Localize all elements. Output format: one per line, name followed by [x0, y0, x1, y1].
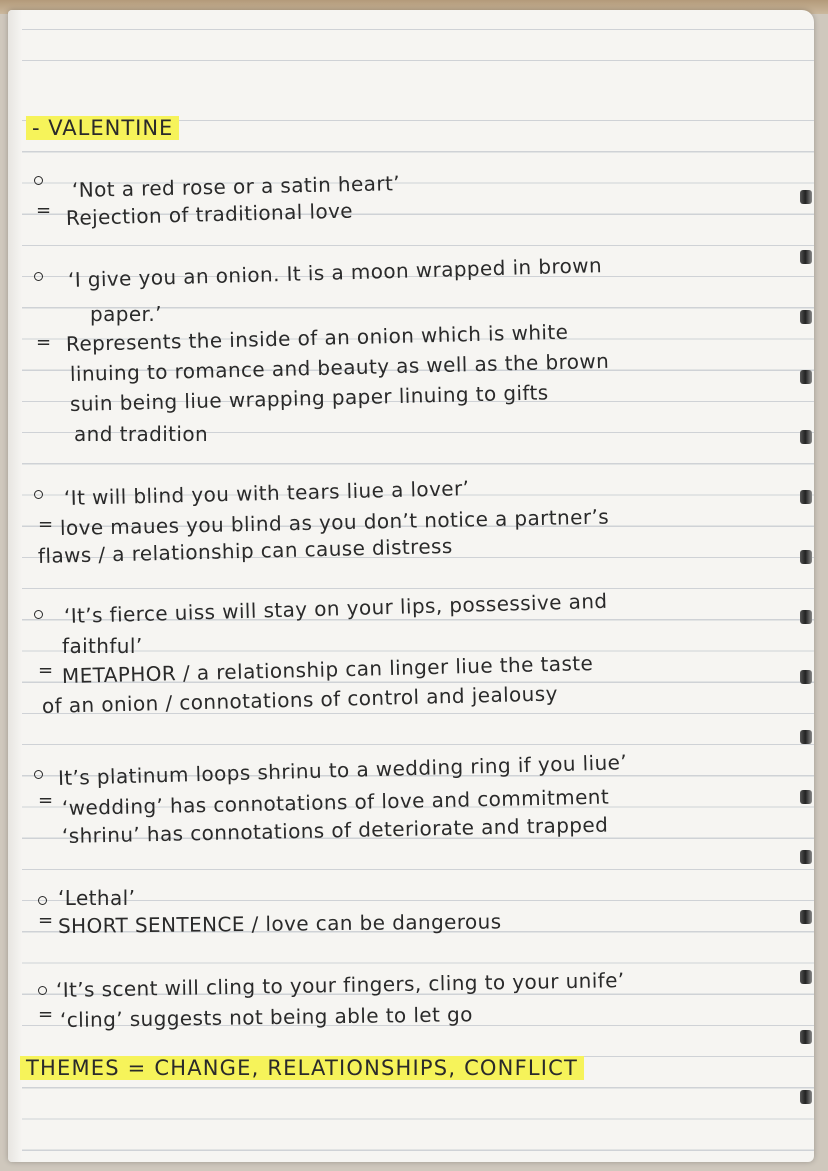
analysis-line: ‘wedding’ has connotations of love and commitment	[61, 784, 610, 820]
quote-line: ‘It’s fierce uiss will stay on your lips, possessive and	[63, 588, 608, 628]
bullet-icon	[34, 610, 43, 619]
analysis-line: love maues you blind as you don’t notice a partner’s	[59, 504, 610, 540]
equals-icon: =	[38, 910, 54, 931]
analysis-line: Rejection of traditional love	[65, 198, 354, 230]
handwritten-notes	[8, 10, 814, 1162]
bullet-icon	[38, 986, 47, 995]
quote-line: It’s platinum loops shrinu to a wedding ring if you liue’	[57, 750, 628, 790]
quote-line: ‘I give you an onion. It is a moon wrapped in brown	[67, 253, 603, 292]
analysis-line: linuing to romance and beauty as well as the brown	[69, 348, 610, 386]
bullet-icon	[34, 176, 43, 185]
bullet-icon	[34, 770, 43, 779]
analysis-line: of an onion / connotations of control and jealousy	[41, 681, 559, 718]
equals-icon: =	[38, 790, 54, 811]
bullet-icon	[34, 272, 43, 281]
equals-icon: =	[36, 332, 52, 353]
analysis-line: SHORT SENTENCE / love can be dangerous	[57, 909, 502, 938]
bullet-icon	[34, 490, 43, 499]
quote-line: ‘Lethal’	[58, 886, 136, 910]
quote-line: ‘It will blind you with tears liue a lover’	[63, 476, 470, 510]
notebook-page	[8, 10, 814, 1162]
quote-line: ‘Not a red rose or a satin heart’	[71, 171, 401, 202]
themes-summary: THEMES = CHANGE, RELATIONSHIPS, CONFLICT	[20, 1056, 584, 1080]
page-title: - VALENTINE	[26, 116, 179, 140]
bullet-icon	[38, 896, 47, 905]
analysis-line: and tradition	[74, 422, 209, 446]
analysis-line: ‘cling’ suggests not being able to let go	[59, 1002, 473, 1032]
equals-icon: =	[36, 200, 52, 221]
quote-line: faithful’	[62, 634, 143, 658]
analysis-line: Represents the inside of an onion which is white	[65, 319, 569, 356]
analysis-line: METAPHOR / a relationship can linger liue the taste	[61, 651, 594, 688]
analysis-line: flaws / a relationship can cause distress	[37, 533, 453, 568]
quote-line: ‘It’s scent will cling to your fingers, cling to your unife’	[55, 968, 625, 1002]
equals-icon: =	[38, 1004, 54, 1025]
equals-icon: =	[38, 660, 54, 681]
analysis-line: suin being liue wrapping paper linuing to gifts	[69, 380, 549, 416]
analysis-line: ‘shrinu’ has connotations of deteriorate and trapped	[61, 812, 609, 848]
quote-line: paper.’	[90, 302, 162, 326]
equals-icon: =	[38, 514, 54, 535]
